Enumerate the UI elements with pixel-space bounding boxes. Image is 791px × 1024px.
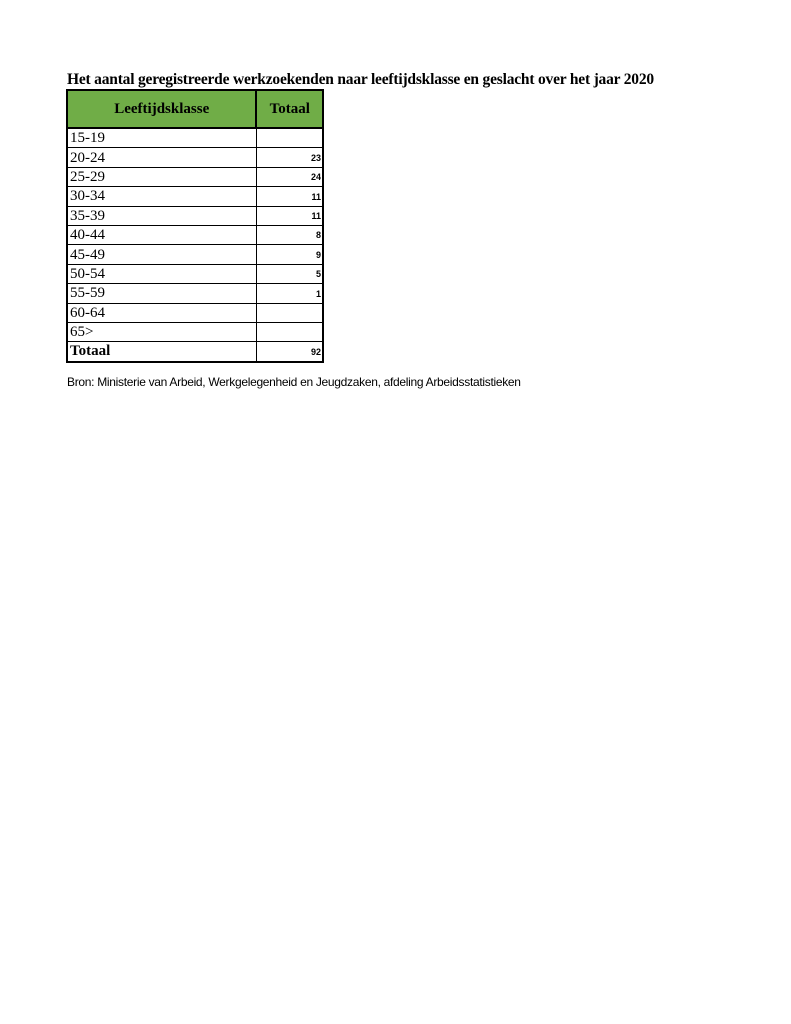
cell-totaal: 9 [256,245,323,264]
document-title: Het aantal geregistreerde werkzoekenden naar leeftijdsklasse en geslacht over het jaar 2020 [67,71,654,88]
cell-totaal [256,322,323,341]
table-row [67,245,323,264]
header-leeftijdsklasse: Leeftijdsklasse [67,90,256,128]
cell-total-value: 92 [256,342,323,362]
cell-total-label: Totaal [67,342,256,362]
cell-klasse: 45-49 [67,245,256,264]
table-total-row [67,342,323,362]
cell-klasse: 40-44 [67,225,256,244]
table-row [67,128,323,148]
cell-klasse: 50-54 [67,264,256,283]
cell-klasse: 55-59 [67,284,256,303]
cell-totaal: 11 [256,187,323,206]
cell-klasse: 30-34 [67,187,256,206]
header-totaal: Totaal [256,90,323,128]
cell-klasse: 20-24 [67,148,256,167]
table-row [67,322,323,341]
table-row [67,167,323,186]
cell-klasse: 65> [67,322,256,341]
cell-totaal: 8 [256,225,323,244]
cell-totaal [256,303,323,322]
cell-klasse: 15-19 [67,128,256,148]
cell-klasse: 25-29 [67,167,256,186]
table-row [67,284,323,303]
source-note: Bron: Ministerie van Arbeid, Werkgelegenheid en Jeugdzaken, afdeling Arbeidsstatistieken [67,375,521,389]
cell-totaal: 1 [256,284,323,303]
cell-totaal: 23 [256,148,323,167]
table-row [67,225,323,244]
cell-totaal [256,128,323,148]
table-row [67,303,323,322]
table-row [67,264,323,283]
cell-klasse: 35-39 [67,206,256,225]
cell-totaal: 11 [256,206,323,225]
table-header-row [67,90,323,128]
table-row [67,187,323,206]
table-row [67,148,323,167]
age-class-table [66,89,324,363]
cell-klasse: 60-64 [67,303,256,322]
table-row [67,206,323,225]
cell-totaal: 5 [256,264,323,283]
cell-totaal: 24 [256,167,323,186]
